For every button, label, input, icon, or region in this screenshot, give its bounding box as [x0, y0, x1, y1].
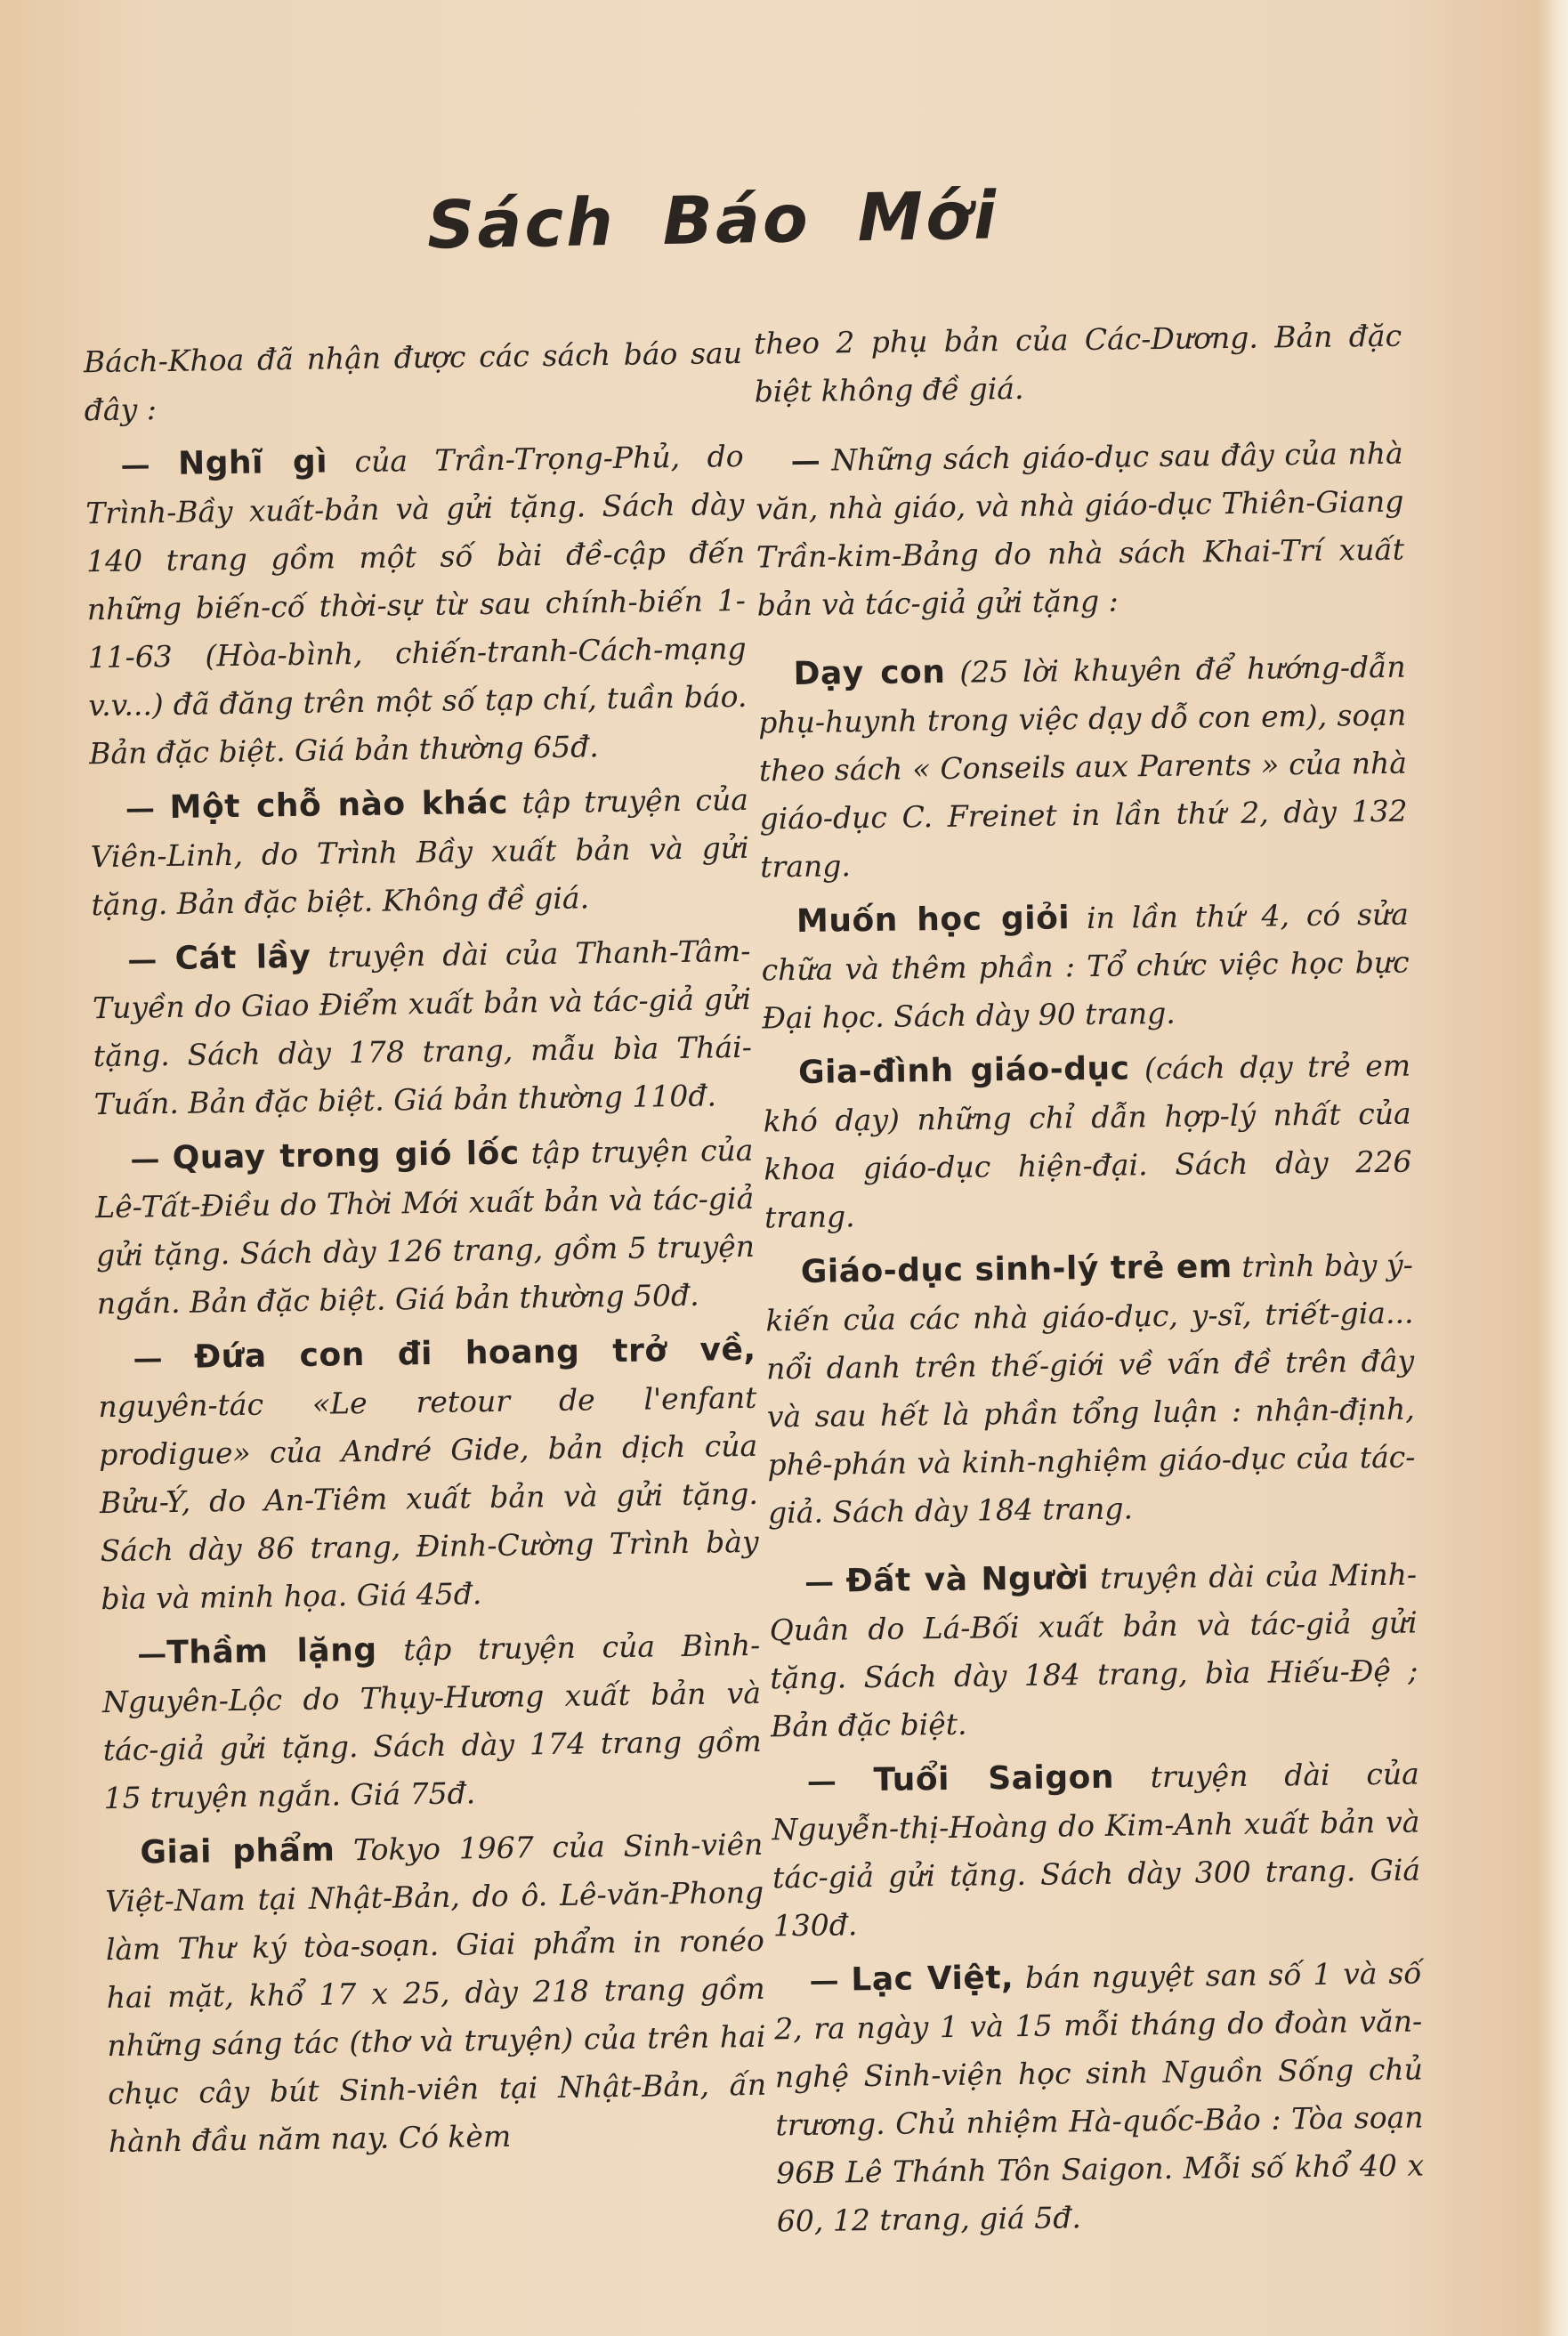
book-entry: [757, 643, 1408, 892]
book-entry: [761, 891, 1410, 1043]
book-description: tập truyện của Viên-Linh, do Trình Bầy xuất bản và gửi tặng. Bản đặc biệt. Không đề giá.: [90, 781, 749, 923]
book-description: của Trần-Trọng-Phủ, do Trình-Bầy xuất-bản và gửi tặng. Sách dày 140 trang gồm một số bài đề-cập đến những biến-cố thời-sự từ sau chính-biến 1-11-63 (Hòa-bình, chiến-tranh-Cách-mạng v.v...) đã đăng trên một số tạp chí, tuần báo. Bản đặc biệt. Giá bản thường 65đ.: [85, 438, 748, 772]
page-title: Sách Báo Mới: [426, 177, 1000, 264]
book-title: Giai phẩm: [140, 1831, 335, 1871]
left-column: [84, 329, 768, 2173]
book-entry: [763, 1042, 1413, 1242]
book-description: truyện dài của Nguyễn-thị-Hoàng do Kim-Anh xuất bản và tác-giả gửi tặng. Sách dày 300 trang. Giá 130đ.: [772, 1756, 1421, 1944]
book-entry: — Một chỗ nào khác tập truyện của Viên-Linh, do Trình Bầy xuất bản và gửi tặng. Bản đặc biệt. Không đề giá.: [90, 781, 749, 923]
book-title: Lạc Việt,: [851, 1960, 1014, 1999]
book-title: Gia-đình giáo-dục: [797, 1050, 1130, 1091]
book-title: Quay trong gió lốc: [172, 1135, 520, 1176]
book-title: Đứa con đi hoang trở về,: [193, 1330, 756, 1376]
intro-paragraph: Bách-Khoa đã nhận được các sách báo sau đây :: [83, 335, 743, 428]
book-title: Tuổi Saigon: [873, 1758, 1115, 1799]
book-description: truyện dài của Thanh-Tâm-Tuyền do Giao Điểm xuất bản và tác-giả gửi tặng. Sách dày 178 trang, mẫu bìa Thái-Tuấn. Bản đặc biệt. Giá bản thường 110đ.: [92, 933, 753, 1122]
book-description: Tokyo 1967 của Sinh-viên Việt-Nam tại Nhật-Bản, do ô. Lê-văn-Phong làm Thư ký tòa-soạn. Giai phẩm in ronéo hai mặt, khổ 17 x 25, dày 218 trang gồm những sáng tác (thơ và truyện) của trên hai chục cây bút Sinh-viên tại Nhật-Bản, ấn hành đầu năm nay. Có kèm: [104, 1826, 767, 2160]
book-entry: — Đất và Người truyện dài của Minh-Quân do Lá-Bối xuất bản và tác-giả gửi tặng. Sách dày 184 trang, bìa Hiếu-Đệ ; Bản đặc biệt.: [769, 1556, 1418, 1744]
book-description: in lần thứ 4, có sửa chữa và thêm phần : Tổ chức việc học bực Đại học. Sách dày 90 trang.: [761, 896, 1410, 1036]
page-edge: [1538, 0, 1568, 2336]
continuation-paragraph: theo 2 phụ bản của Các-Dương. Bản đặc biệt không đề giá.: [753, 318, 1402, 409]
book-title: Một chỗ nào khác: [169, 784, 509, 826]
book-entry: — Tuổi Saigon truyện dài của Nguyễn-thị-Hoàng do Kim-Anh xuất bản và tác-giả gửi tặng. Sách dày 300 trang. Giá 130đ.: [772, 1756, 1421, 1944]
book-entry: —Thầm lặng tập truyện của Bình-Nguyên-Lộc do Thụy-Hương xuất bản và tác-giả gửi tặng. Sách dày 174 trang gồm 15 truyện ngắn. Giá 75đ.: [101, 1627, 762, 1816]
book-entry: [765, 1241, 1417, 1538]
book-description: trình bày ý-kiến của các nhà giáo-dục, y-sĩ, triết-gia... nổi danh trên thế-giới về vấn đề trên đây và sau hết là phần tổng luận : nhận-định, phê-phán và kinh-nghiệm giáo-dục của tác-giả. Sách dày 184 trang.: [765, 1247, 1416, 1531]
book-description: bán nguyệt san số 1 và số 2, ra ngày 1 và 15 mỗi tháng do đoàn văn-nghệ Sinh-viện học sinh Nguồn Sống chủ trương. Chủ nhiệm Hà-quốc-Bảo : Tòa soạn 96B Lê Thánh Tôn Saigon. Mỗi số khổ 40 x 60, 12 trang, giá 5đ.: [773, 1955, 1425, 2239]
book-title: Cát lầy: [174, 938, 311, 977]
book-entry: — Quay trong gió lốc tập truyện của Lê-Tất-Điều do Thời Mới xuất bản và tác-giả gửi tặng. Sách dày 126 trang, gồm 5 truyện ngắn. Bản đặc biệt. Giá bản thường 50đ.: [95, 1132, 756, 1322]
book-description: (25 lời khuyên để hướng-dẫn phụ-huynh trong việc dạy dỗ con em), soạn theo sách « Conseils aux Parents » của nhà giáo-dục C. Freinet in lần thứ 2, dày 132 trang.: [758, 649, 1408, 885]
book-entry: — Đứa con đi hoang trở về, nguyên-tác «Le retour de l'enfant prodigue» của André Gide, bản dịch của Bửu-Ý, do An-Tiêm xuất bản và gửi tặng. Sách dày 86 trang, Đinh-Cường Trình bày bìa và minh họa. Giá 45đ.: [98, 1330, 759, 1617]
book-title: Dạy con: [793, 653, 946, 693]
book-description: nguyên-tác «Le retour de l'enfant prodigue» của André Gide, bản dịch của Bửu-Ý, do An-Tiêm xuất bản và gửi tặng. Sách dày 86 trang, Đinh-Cường Trình bày bìa và minh họa. Giá 45đ.: [98, 1379, 759, 1617]
book-description: tập truyện của Bình-Nguyên-Lộc do Thụy-Hương xuất bản và tác-giả gửi tặng. Sách dày 174 trang gồm 15 truyện ngắn. Giá 75đ.: [101, 1627, 762, 1816]
book-title: Đất và Người: [845, 1560, 1089, 1600]
book-entry: — Lạc Việt, bán nguyệt san số 1 và số 2, ra ngày 1 và 15 mỗi tháng do đoàn văn-nghệ Sinh-viện học sinh Nguồn Sống chủ trương. Chủ nhiệm Hà-quốc-Bảo : Tòa soạn 96B Lê Thánh Tôn Saigon. Mỗi số khổ 40 x 60, 12 trang, giá 5đ.: [773, 1955, 1425, 2239]
book-entry: [104, 1821, 767, 2166]
book-entry: — Cát lầy truyện dài của Thanh-Tâm-Tuyền do Giao Điểm xuất bản và tác-giả gửi tặng. Sách dày 178 trang, mẫu bìa Thái-Tuấn. Bản đặc biệt. Giá bản thường 110đ.: [92, 933, 753, 1122]
section-intro: — Những sách giáo-dục sau đây của nhà văn, nhà giáo, và nhà giáo-dục Thiên-Giang Trần-kim-Bảng do nhà sách Khai-Trí xuất bản và tác-giả gửi tặng :: [756, 435, 1405, 623]
book-title: Muốn học giỏi: [796, 900, 1071, 940]
book-description: tập truyện của Lê-Tất-Điều do Thời Mới xuất bản và tác-giả gửi tặng. Sách dày 126 trang, gồm 5 truyện ngắn. Bản đặc biệt. Giá bản thường 50đ.: [95, 1132, 756, 1322]
book-description: (cách dạy trẻ em khó dạy) những chỉ dẫn hợp-lý nhất của khoa giáo-dục hiện-đại. Sách dày 226 trang.: [763, 1047, 1412, 1235]
book-title: Thầm lặng: [166, 1631, 377, 1672]
book-title: Nghĩ gì: [177, 443, 328, 482]
book-entry: — Nghĩ gì của Trần-Trọng-Phủ, do Trình-Bầy xuất-bản và gửi tặng. Sách dày 140 trang gồm một số bài đề-cập đến những biến-cố thời-sự từ sau chính-biến 1-11-63 (Hòa-bình, chiến-tranh-Cách-mạng v.v...) đã đăng trên một số tạp chí, tuần báo. Bản đặc biệt. Giá bản thường 65đ.: [85, 438, 748, 772]
book-title: Giáo-dục sinh-lý trẻ em: [800, 1249, 1233, 1290]
right-column: [754, 312, 1425, 2253]
book-description: truyện dài của Minh-Quân do Lá-Bối xuất bản và tác-giả gửi tặng. Sách dày 184 trang, bìa Hiếu-Đệ ; Bản đặc biệt.: [769, 1556, 1418, 1744]
